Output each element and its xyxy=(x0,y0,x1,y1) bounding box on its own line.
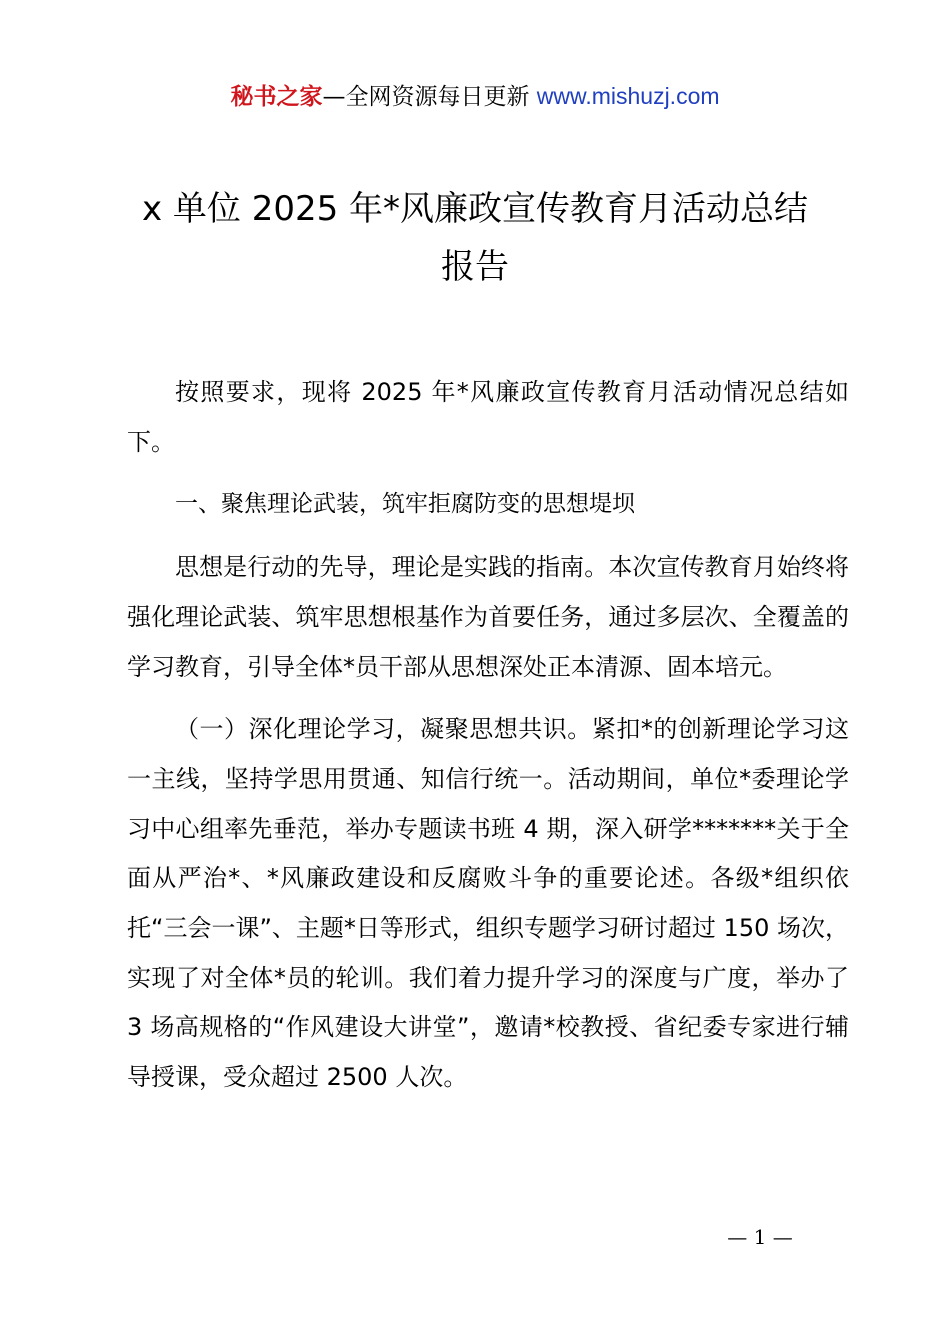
site-url-link[interactable]: www.mishuzj.com xyxy=(536,83,720,109)
document-title-line-2: 报告 xyxy=(441,247,509,287)
document-title-line-1: x 单位 2025 年*风廉政宣传教育月活动总结 xyxy=(141,189,809,229)
intro-paragraph: 按照要求，现将 2025 年*风廉政宣传教育月活动情况总结如下。 xyxy=(127,378,849,456)
site-brand: 秘书之家 xyxy=(230,84,323,110)
document-title xyxy=(0,180,950,296)
document-body xyxy=(127,368,849,1116)
subsection-1-paragraph: （一）深化理论学习，凝聚思想共识。紧扣*的创新理论学习这一主线，坚持学思用贯通、知信行统一。活动期间，单位*委理论学习中心组率先垂范，举办专题读书班 4 期，深入研学*******关于全面从严治*、*风廉政建设和反腐败斗争的重要论述。各级*组织依托“三会一课”、主题*日等形式，组织专题学习研讨超过 150 场次，实现了对全体*员的轮训。我们着力提升学习的深度与广度，举办了 3 场高规格的“作风建设大讲堂”，邀请*校教授、省纪委专家进行辅导授课，受众超过 2500 人次。 xyxy=(127,715,849,1092)
site-header xyxy=(0,80,950,113)
site-tagline: —全网资源每日更新 xyxy=(322,84,537,110)
section-1-paragraph: 思想是行动的先导，理论是实践的指南。本次宣传教育月始终将强化理论武装、筑牢思想根基作为首要任务，通过多层次、全覆盖的学习教育，引导全体*员干部从思想深处正本清源、固本培元。 xyxy=(127,553,849,681)
page-number: — 1 — xyxy=(727,1225,793,1249)
section-1-heading: 一、聚焦理论武装，筑牢拒腐防变的思想堤坝 xyxy=(175,491,635,518)
